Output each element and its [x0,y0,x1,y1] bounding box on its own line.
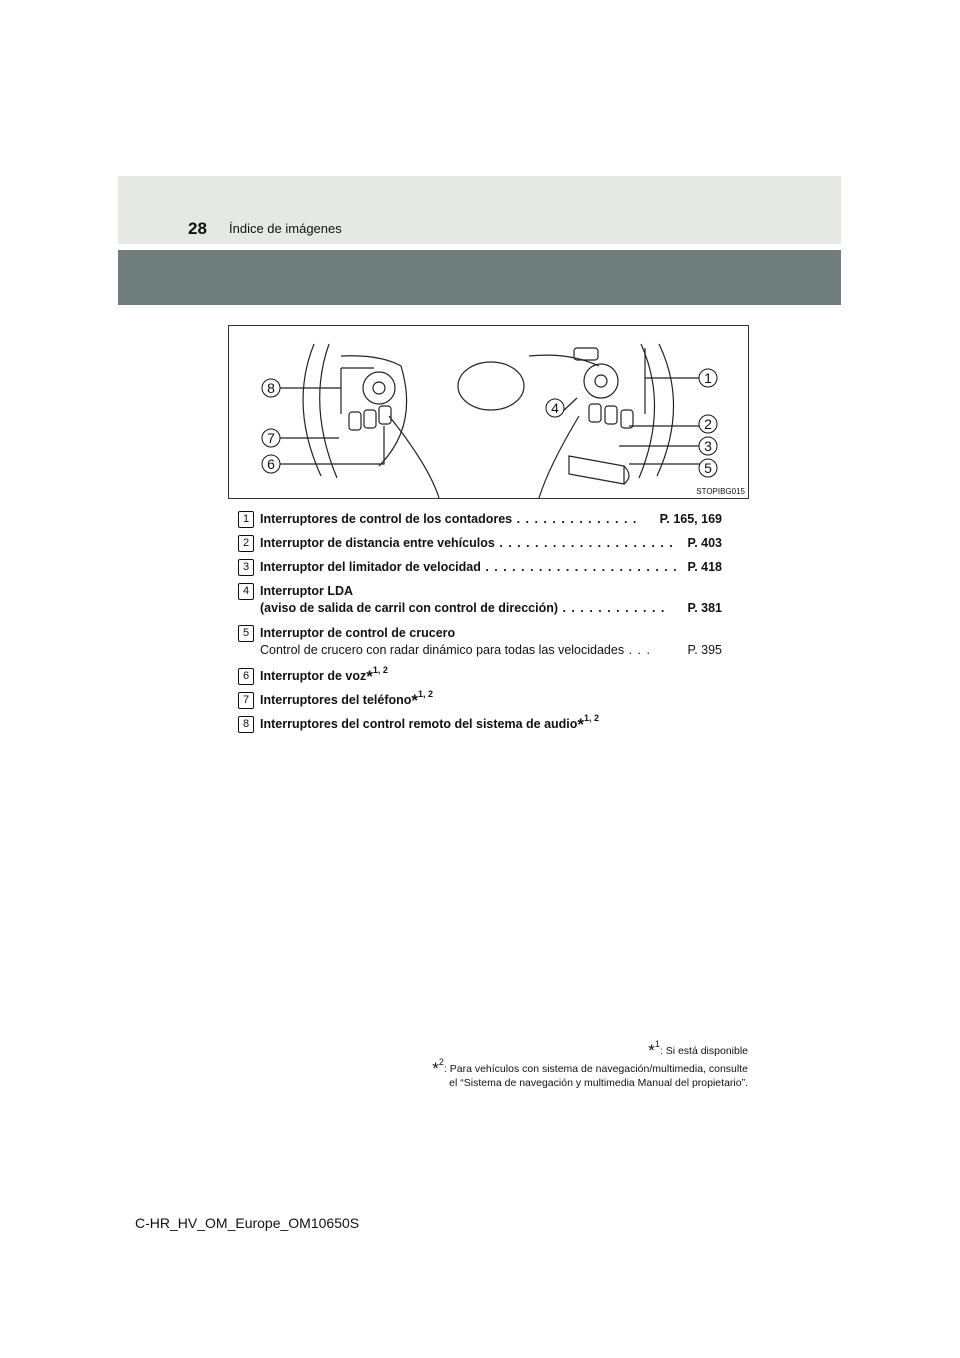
footnote-ref: 1, 2 [372,665,388,675]
page-reference: P. 165, 169 [659,512,722,526]
footnote-ref: 1, 2 [584,713,600,723]
page-number: 28 [188,219,207,238]
item-label: Interruptor LDA [260,584,354,598]
item-label: Interruptores del control remoto del sistema de audio [260,717,578,731]
item-number-badge: 5 [238,625,254,642]
page-reference: P. 403 [687,536,722,550]
footnote-1: *$^1$: Si está disponible [648,1039,748,1060]
item-number-badge: 4 [238,583,254,600]
callout-1: 1 [704,370,712,386]
leader-dots: . . . . . . . . . . . . . . . . . . . . . . [480,560,678,574]
steering-wheel-figure [228,325,749,499]
item-label: Interruptor de distancia entre vehículos [260,536,495,550]
callout-8: 8 [267,380,275,396]
footnote-2: *$^2$: Para vehículos con sistema de navegación/multimedia, consulte el “Sistema de navegación y multimedia Manual del propietario”. [432,1057,748,1089]
item-number-badge: 7 [238,692,254,709]
asterisk: * [366,667,373,686]
page-reference: P. 418 [687,560,722,574]
callout-6: 6 [267,456,275,472]
item-number-badge: 8 [238,716,254,733]
leader-dots: . . . [624,643,651,657]
figure-code: STOPIBG015 [696,487,745,496]
document-id: C-HR_HV_OM_Europe_OM10650S [135,1215,360,1231]
callout-5: 5 [704,460,712,476]
item-number-badge: 3 [238,559,254,576]
leader-dots: . . . . . . . . . . . . . . . . . . . . [494,536,674,550]
item-label: Interruptor de control de crucero [260,626,456,640]
callout-3: 3 [704,438,712,454]
leader-dots: . . . . . . . . . . . . . . [512,512,638,526]
callout-4: 4 [551,400,559,416]
item-label: Interruptor de voz [260,669,367,683]
steering-wheel-illustration [229,326,750,500]
item-sublabel: Control de crucero con radar dinámico para todas las velocidades [260,643,625,657]
callout-2: 2 [704,416,712,432]
leader-dots: . . . . . . . . . . . . [558,601,666,615]
section-banner [118,250,841,305]
asterisk: * [577,715,585,734]
callout-7: 7 [267,430,275,446]
item-label: Interruptores de control de los contadores [260,512,513,526]
page-reference: P. 381 [687,601,722,615]
item-number-badge: 2 [238,535,254,552]
footnotes [432,1039,748,1090]
asterisk: * [411,691,419,710]
item-number-badge: 1 [238,511,254,528]
header-band [118,176,841,244]
page-reference: P. 395 [687,643,722,657]
item-label: Interruptores del teléfono [260,693,412,707]
section-title: Índice de imágenes [229,221,342,236]
item-number-badge: 6 [238,668,254,685]
item-label: Interruptor del limitador de velocidad [260,560,481,574]
item-sublabel: (aviso de salida de carril con control de dirección) [260,601,559,615]
footnote-ref: 1, 2 [418,689,434,699]
